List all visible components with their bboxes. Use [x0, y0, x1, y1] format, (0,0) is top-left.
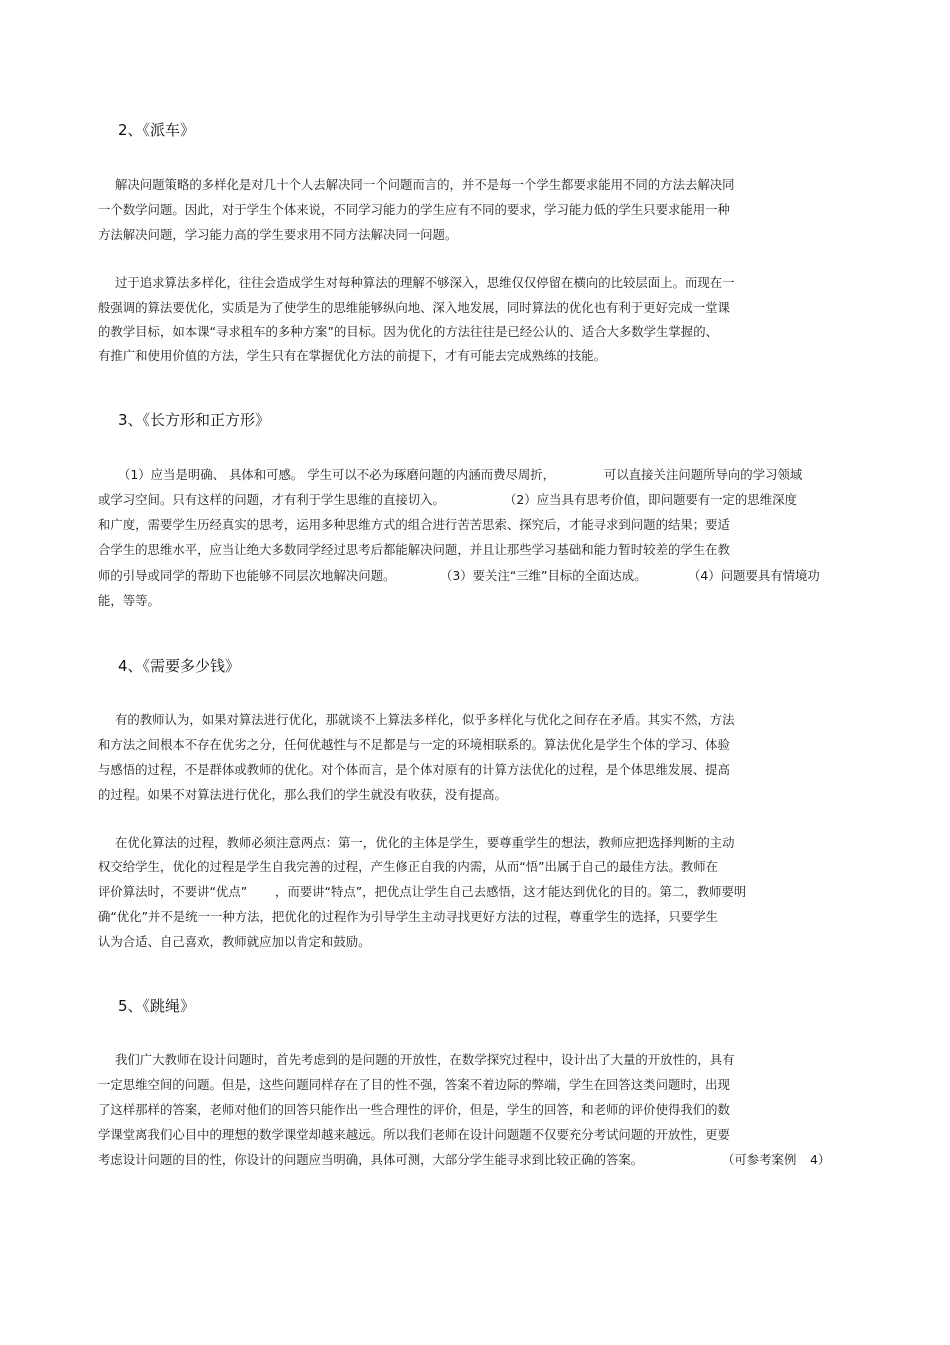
paragraph-line: 般强调的算法要优化，实质是为了使学生的思维能够纵向地、深入地发展，同时算法的优化也有利于更好完成一堂课	[98, 300, 730, 315]
paragraph-line: 和广度，需要学生历经真实的思考，运用多种思维方式的组合进行苦苦思索、探究后，才能寻求到问题的结果；要适	[98, 517, 730, 532]
paragraph-line: 的教学目标，如本课“寻求租车的多种方案”的目标。因为优化的方法往往是已经公认的、适合大多数学生掌握的、	[98, 324, 718, 339]
paragraph-line: 评价算法时，不要讲“优点”	[98, 884, 248, 899]
section-heading-4: 4、《需要多少钱》	[118, 657, 241, 675]
paragraph-line: 学课堂离我们心目中的理想的数学课堂却越来越远。所以我们老师在设计问题题不仅要充分考试问题的开放性，更要	[98, 1127, 730, 1142]
paragraph-line: 和方法之间根本不存在优劣之分，任何优越性与不足都是与一定的环境相联系的。算法优化是学生个体的学习、体验	[98, 737, 730, 752]
paragraph-line: 方法解决问题，学习能力高的学生要求用不同方法解决同一问题。	[98, 227, 458, 242]
paragraph-line: ，而要讲“特点”，把优点让学生自己去感悟，这才能达到优化的目的。第二，教师要明	[275, 884, 747, 899]
paragraph-line: 考虑设计问题的目的性，你设计的问题应当明确，具体可测，大部分学生能寻求到比较正确的答案。	[98, 1152, 644, 1167]
paragraph-line: 有的教师认为，如果对算法进行优化，那就谈不上算法多样化，似乎多样化与优化之间存在矛盾。其实不然，方法	[115, 712, 735, 727]
paragraph-line: 有推广和使用价值的方法，学生只有在掌握优化方法的前提下，才有可能去完成熟练的技能。	[98, 348, 607, 363]
paragraph-line: 可以直接关注问题所导向的学习领域	[604, 467, 803, 482]
paragraph-line: 我们广大教师在设计问题时，首先考虑到的是问题的开放性，在数学探究过程中，设计出了大量的开放性的，具有	[115, 1052, 735, 1067]
paragraph-line: 在优化算法的过程，教师必须注意两点：第一，优化的主体是学生，要尊重学生的想法，教师应把选择判断的主动	[115, 835, 735, 850]
paragraph-line: 确“优化”并不是统一一种方法，把优化的过程作为引导学生主动寻找更好方法的过程，尊重学生的选择，只要学生	[98, 909, 718, 924]
paragraph-line: （4）问题要具有情境功	[688, 568, 820, 583]
paragraph-line: 一个数学问题。因此，对于学生个体来说，不同学习能力的学生应有不同的要求，学习能力低的学生只要求能用一种	[98, 202, 730, 217]
paragraph-line: 或学习空间。只有这样的问题，才有利于学生思维的直接切入。	[98, 492, 445, 507]
paragraph-line: 能，等等。	[98, 593, 160, 608]
paragraph-line: （3）要关注“三维”目标的全面达成。	[440, 568, 647, 583]
section-heading-5: 5、《跳绳》	[118, 997, 196, 1015]
paragraph-line: （2）应当具有思考价值，即问题要有一定的思维深度	[504, 492, 797, 507]
paragraph-line: 认为合适、自己喜欢，教师就应加以肯定和鼓励。	[98, 934, 371, 949]
paragraph-line: 过于追求算法多样化，往往会造成学生对每种算法的理解不够深入，思维仅仅停留在横向的比较层面上。而现在一	[115, 275, 735, 290]
section-heading-3: 3、《长方形和正方形》	[118, 411, 271, 429]
case-reference-number: 4）	[810, 1152, 831, 1167]
case-reference: （可参考案例	[722, 1152, 797, 1167]
paragraph-line: 一定思维空间的问题。但是，这些问题同样存在了目的性不强，答案不着边际的弊端，学生在回答这类问题时，出现	[98, 1077, 730, 1092]
paragraph-line: 了这样那样的答案，老师对他们的回答只能作出一些合理性的评价，但是，学生的回答，和老师的评价使得我们的数	[98, 1102, 730, 1117]
paragraph-line: 的过程。如果不对算法进行优化，那么我们的学生就没有收获，没有提高。	[98, 787, 507, 802]
paragraph-line: 合学生的思维水平，应当让绝大多数同学经过思考后都能解决问题，并且让那些学习基础和能力暂时较差的学生在教	[98, 542, 730, 557]
paragraph-line: （1）应当是明确、 具体和可感。 学生可以不必为琢磨问题的内涵而费尽周折，	[118, 467, 556, 482]
paragraph-line: 解决问题策略的多样化是对几十个人去解决同一个问题而言的，并不是每一个学生都要求能用不同的方法去解决同	[115, 177, 735, 192]
paragraph-line: 权交给学生，优化的过程是学生自我完善的过程，产生修正自我的内需，从而“悟”出属于自己的最佳方法。教师在	[98, 859, 718, 874]
paragraph-line: 与感悟的过程，不是群体或教师的优化。对个体而言，是个体对原有的计算方法优化的过程，是个体思维发展、提高	[98, 762, 730, 777]
paragraph-line: 师的引导或同学的帮助下也能够不同层次地解决问题。	[98, 568, 396, 583]
section-heading-2: 2、《派车》	[118, 121, 196, 139]
